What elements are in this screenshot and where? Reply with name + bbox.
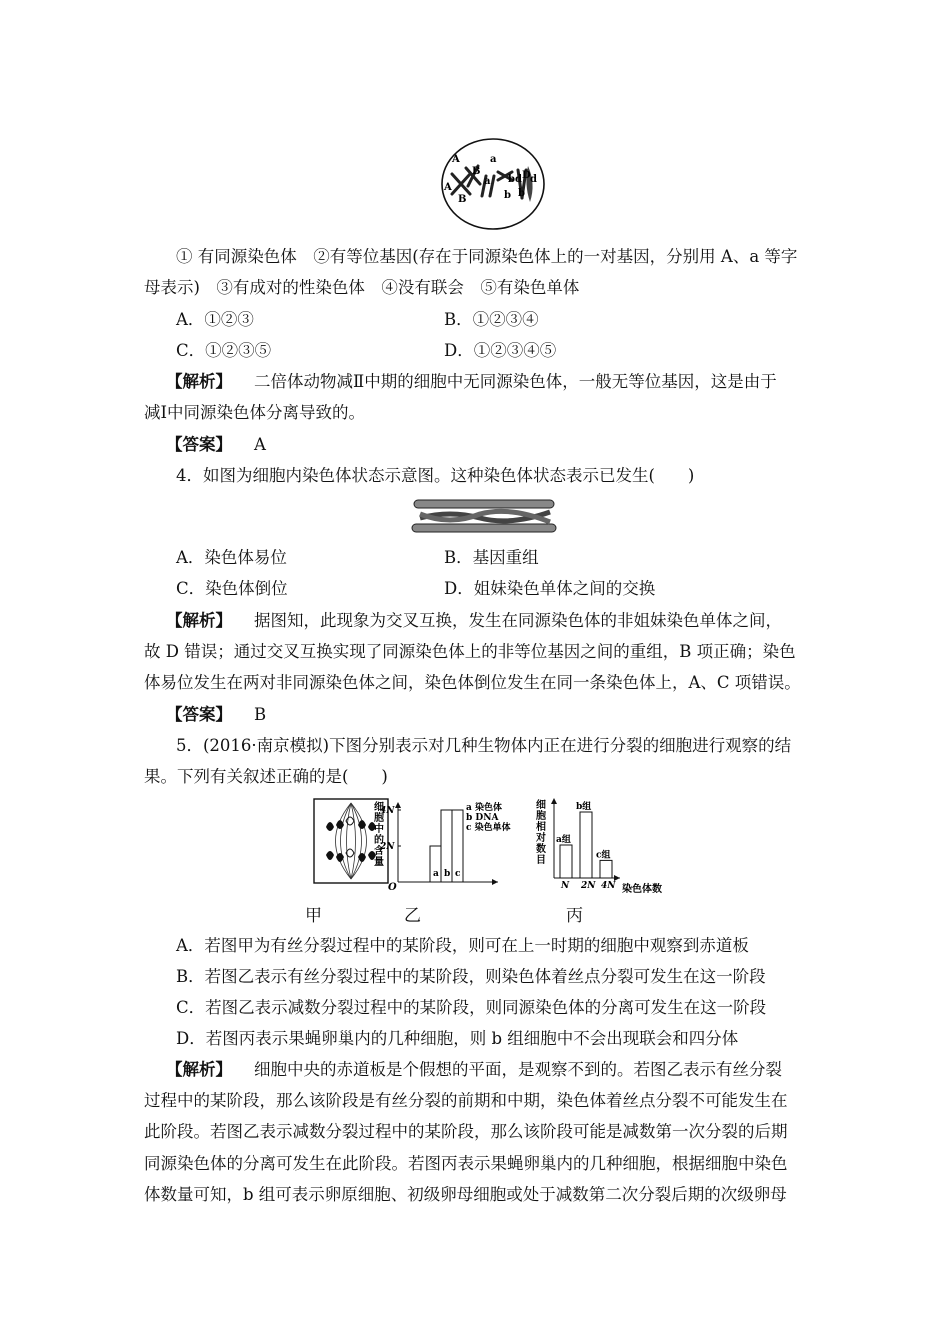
fig-gene-label: A (452, 154, 460, 165)
bing-bar-label: b组 (576, 802, 592, 812)
fig-gene-label: b (504, 190, 511, 201)
q5-option-d: D．若图丙表示果蝇卵巢内的几种细胞，则 b 组细胞中不会出现联会和四分体 (176, 1029, 739, 1048)
q5-option-b: B．若图乙表示有丝分裂过程中的某阶段，则染色体着丝点分裂可发生在这一阶段 (176, 967, 766, 986)
bing-x-axis-label: 染色体数 (622, 884, 662, 895)
yi-ylabel-char: 中 (374, 824, 384, 835)
analysis-tag: 【解析】 (166, 1060, 232, 1079)
yi-ylabel-char: 含 (374, 846, 384, 857)
caption-jia: 甲 (305, 906, 322, 926)
fig-yi-bar-chart (372, 800, 512, 892)
yi-bar-label: b (444, 869, 451, 879)
bing-xticks (560, 881, 616, 891)
q4-option-b: B．基因重组 (444, 548, 539, 567)
yi-tick-label: 2N (380, 842, 395, 852)
q3-option-c: C．①②③⑤ (176, 341, 272, 360)
yi-legend-entry: a 染色体 (466, 803, 502, 813)
q5-analysis-line3: 此阶段。若图乙表示减数分裂过程中的某阶段，那么该阶段可能是减数第一次分裂的后期 (144, 1122, 788, 1141)
q3-analysis-line1: 【解析】 二倍体动物减Ⅱ中期的细胞中无同源染色体，一般无等位基因，这是由于 (166, 372, 777, 391)
bing-bar-label: a组 (556, 835, 571, 845)
q5-analysis-line4: 同源染色体的分离可发生在此阶段。若图丙表示果蝇卵巢内的几种细胞，根据细胞中染色 (144, 1154, 788, 1173)
bing-bar-label: c组 (596, 850, 611, 861)
yi-y-arrow (395, 802, 401, 808)
bing-x-tick-label: 2N (581, 881, 596, 891)
q3-option-b: B．①②③④ (444, 310, 539, 329)
fig-gene-label: a (490, 154, 497, 165)
yi-ylabel-char: 量 (374, 857, 384, 868)
bing-bar (560, 845, 572, 878)
q4-option-c: C．染色体倒位 (176, 579, 288, 598)
fig-gene-label: D (522, 170, 531, 181)
bing-ylabel (535, 798, 546, 866)
q3-option-a: A．①②③ (176, 310, 254, 329)
yi-legend (466, 801, 511, 833)
bing-bar (600, 860, 612, 878)
fig-gene-label: b (508, 174, 515, 185)
yi-legend-entry: b DNA (466, 813, 499, 823)
q4-analysis-line2: 故 D 错误；通过交叉互换实现了同源染色体上的非等位基因之间的重组，B 项正确；染色 (144, 642, 796, 661)
fig-gene-label: d (530, 174, 537, 185)
bing-x-tick-label: N (561, 881, 570, 891)
q5-option-c: C．若图乙表示减数分裂过程中的某阶段，则同源染色体的分离可发生在这一阶段 (176, 998, 767, 1017)
fig-gene-label: a (484, 176, 491, 187)
q4-option-d: D．姐妹染色单体之间的交换 (444, 579, 656, 598)
bing-bar (580, 812, 592, 878)
q5-option-a: A．若图甲为有丝分裂过程中的某阶段，则可在上一时期的细胞中观察到赤道板 (176, 936, 749, 955)
q5-stem-line2: 果。下列有关叙述正确的是( ) (144, 767, 388, 786)
yi-bar-label: c (455, 869, 461, 879)
bing-ylabel-char: 对 (536, 833, 546, 844)
bing-ylabel-char: 相 (536, 822, 546, 833)
yi-x-arrow (492, 879, 498, 885)
yi-tick-label: 4N (380, 806, 395, 816)
yi-origin-label: O (388, 882, 397, 892)
fig-gene-label: d (515, 174, 522, 185)
cell-chromosome-figure (440, 136, 546, 232)
q5-analysis-line1: 【解析】 细胞中央的赤道板是个假想的平面，是观察不到的。若图乙表示有丝分裂 (166, 1060, 782, 1079)
q3-option-d: D．①②③④⑤ (444, 341, 557, 360)
bing-x-tick-label: 4N (601, 881, 616, 891)
q3-answer: 【答案】 A (166, 435, 266, 454)
fig-gene-label: B (458, 194, 467, 205)
fig-gene-label: A (444, 182, 452, 193)
fig-gene-label: b (518, 188, 525, 199)
bing-y-arrow (551, 798, 557, 804)
fig-bing-bar-chart (534, 796, 684, 896)
fig-gene-label: B (472, 166, 481, 177)
answer-tag: 【答案】 (166, 435, 232, 454)
q4-option-a: A．染色体易位 (176, 548, 287, 567)
yi-bar-label: a (433, 869, 439, 879)
q3-statements-line1: ① 有同源染色体 ②有等位基因(存在于同源染色体上的一对基因，分别用 A、a 等字 (176, 247, 798, 266)
q3-statements-line2: 母表示) ③有成对的性染色体 ④没有联会 ⑤有染色单体 (144, 278, 580, 297)
q4-analysis-line3: 体易位发生在两对非同源染色体之间，染色体倒位发生在同一条染色体上，A、C 项错误。 (144, 673, 801, 692)
q4-analysis-line1: 【解析】 据图知，此现象为交叉互换，发生在同源染色体的非姐妹染色单体之间， (166, 611, 782, 630)
yi-ylabel-char: 胞 (374, 813, 384, 824)
yi-bars (430, 810, 463, 882)
q4-answer: 【答案】 B (166, 705, 267, 724)
caption-bing: 丙 (566, 906, 583, 926)
bing-bars (556, 800, 612, 878)
yi-legend-entry: c 染色单体 (466, 823, 511, 833)
q5-analysis-line5: 体数量可知，b 组可表示卵原细胞、初级卵母细胞或处于减数第二次分裂后期的次级卵母 (144, 1185, 787, 1204)
analysis-tag: 【解析】 (166, 611, 232, 630)
analysis-tag: 【解析】 (166, 372, 232, 391)
bing-ylabel-char: 细 (536, 800, 546, 811)
q5-analysis-line2: 过程中的某阶段，那么该阶段是有丝分裂的前期和中期，染色体着丝点分裂不可能发生在 (144, 1091, 788, 1110)
answer-tag: 【答案】 (166, 705, 232, 724)
bing-ylabel-char: 目 (536, 855, 546, 866)
q5-stem-line1: 5．(2016·南京模拟)下图分别表示对几种生物体内正在进行分裂的细胞进行观察的结 (176, 736, 792, 755)
caption-yi: 乙 (404, 906, 421, 926)
bing-ylabel-char: 数 (536, 844, 546, 855)
q4-stem: 4．如图为细胞内染色体状态示意图。这种染色体状态表示已发生( ) (176, 466, 695, 485)
yi-ylabel-char: 细 (374, 802, 384, 813)
yi-ylabel-char: 的 (374, 835, 384, 846)
q3-analysis-line2: 减Ⅰ中同源染色体分离导致的。 (144, 403, 366, 422)
crossing-over-figure (410, 496, 560, 536)
bing-ylabel-char: 胞 (536, 811, 546, 822)
